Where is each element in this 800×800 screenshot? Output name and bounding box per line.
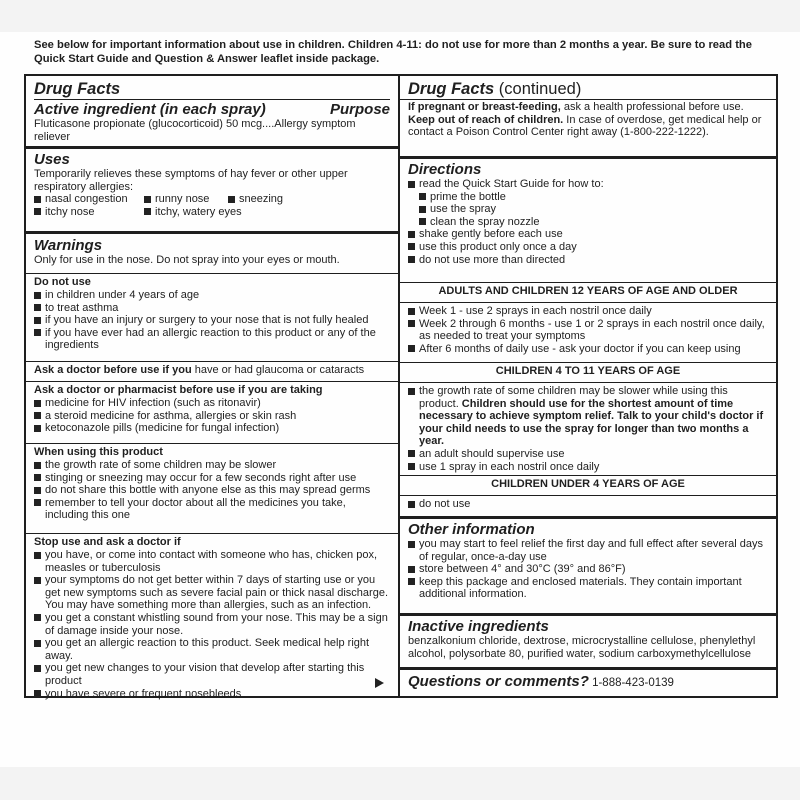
direction-item: an adult should supervise use [408, 448, 768, 461]
warning-item: medicine for HIV infection (such as ritonavir) [34, 397, 390, 410]
directions-heading: Directions [408, 161, 482, 178]
direction-item: Week 1 - use 2 sprays in each nostril once daily [408, 305, 768, 318]
children-shortest-time-text: Children should use for the shortest amount of time necessary to achieve symptom relief. Talk to your child's doctor if your child needs to use the spray for longer than two months a year. [419, 397, 764, 448]
direction-item [408, 385, 768, 448]
active-ingredient-heading: Active ingredient (in each spray) [34, 101, 266, 118]
ask-pharmacist-heading: Ask a doctor or pharmacist before use if you are taking [34, 384, 323, 396]
children-section [400, 382, 776, 475]
under4-heading: CHILDREN UNDER 4 YEARS OF AGE [491, 478, 685, 490]
adults-section [400, 302, 776, 362]
questions-phone: 1-888-423-0139 [588, 677, 674, 689]
symptom-item: runny nose [144, 193, 228, 206]
directions-section [400, 156, 776, 282]
uses-text: Temporarily relieves these symptoms of hay fever or other upper respiratory allergies: [34, 168, 348, 193]
warning-item: the growth rate of some children may be slower [34, 459, 390, 472]
inactive-ingredients-section [400, 613, 776, 667]
direction-item: After 6 months of daily use - ask your doctor if you can keep using [408, 343, 768, 356]
continued-suffix: (continued) [494, 80, 582, 98]
warning-item: if you have ever had an allergic reaction to this product or any of the ingredients [34, 327, 390, 352]
direction-item: read the Quick Start Guide for how to: [408, 178, 768, 191]
other-information-heading: Other information [408, 521, 535, 538]
drug-facts-title: Drug Facts [34, 80, 121, 98]
intro-notice: See below for important information about use in children. Children 4-11: do not use for more than 2 months a year. Be sure to read the Quick Start Guide and Question & Answer leaflet inside package. [34, 39, 752, 65]
other-item: keep this package and enclosed materials. They contain important additional information. [408, 576, 768, 601]
warning-item: remember to tell your doctor about all the medicines you take, including this one [34, 497, 390, 522]
inactive-ingredients-heading: Inactive ingredients [408, 618, 549, 635]
warning-item: if you have an injury or surgery to your nose that is not fully healed [34, 314, 390, 327]
continued-section [400, 76, 776, 156]
warning-item: a steroid medicine for asthma, allergies or skin rash [34, 410, 390, 423]
other-item: store between 4° and 30°C (39° and 86°F) [408, 563, 768, 576]
purpose-heading: Purpose [329, 101, 390, 118]
direction-item: do not use [408, 498, 768, 511]
ask-doctor-section [26, 361, 398, 381]
children-heading: CHILDREN 4 TO 11 YEARS OF AGE [495, 365, 681, 377]
warning-item: you have severe or frequent nosebleeds [34, 688, 390, 701]
do-not-use-section [26, 273, 398, 361]
direction-item: shake gently before each use [408, 228, 768, 241]
symptom-item: nasal congestion [34, 193, 144, 206]
questions-section [400, 667, 776, 696]
pregnant-bold: If pregnant or breast-feeding, [408, 101, 561, 113]
other-information-section [400, 516, 776, 613]
drug-facts-continued-title: Drug Facts [408, 80, 495, 98]
stop-use-heading: Stop use and ask a doctor if [34, 536, 181, 548]
pregnant-rest: ask a health professional before use. [560, 101, 744, 113]
active-ingredient-section [26, 76, 398, 146]
warning-item: you get a constant whistling sound from your nose. This may be a sign of damage inside your nose. [34, 612, 390, 637]
drug-facts-right-panel [400, 74, 778, 698]
warning-item: do not share this bottle with anyone else as this may spread germs [34, 484, 390, 497]
symptom-item: sneezing [228, 193, 338, 206]
direction-item: use this product only once a day [408, 241, 768, 254]
warning-item: in children under 4 years of age [34, 289, 390, 302]
symptom-item: itchy nose [34, 206, 144, 219]
questions-heading: Questions or comments? [408, 673, 589, 690]
keep-away-bold: Keep out of reach of children. [408, 113, 564, 126]
warnings-intro [26, 231, 398, 273]
active-ingredient-line: Fluticasone propionate (glucocorticoid) 50 mcg....Allergy symptom reliever [34, 118, 356, 143]
direction-subitem: clean the spray nozzle [408, 216, 768, 229]
triangle-right-icon [375, 678, 384, 688]
keep-away-rest: In case of overdose, get medical help or contact a Poison Control Center right away (1-800-222-1222). [408, 113, 762, 139]
inactive-ingredients-text: benzalkonium chloride, dextrose, microcrystalline cellulose, phenylethyl alcohol, polysorbate 80, purified water, sodium carboxymethylcellulose [408, 635, 756, 660]
direction-item: do not use more than directed [408, 254, 768, 267]
direction-subitem: prime the bottle [408, 191, 768, 204]
do-not-use-heading: Do not use [34, 276, 91, 288]
warning-item: to treat asthma [34, 302, 390, 315]
children-growth-text: the growth rate of some children may be slower while using this product. [419, 385, 728, 410]
ask-pharmacist-section [26, 381, 398, 443]
symptom-item: itchy, watery eyes [144, 206, 390, 219]
direction-item: Week 2 through 6 months - use 1 or 2 sprays in each nostril once daily, as needed to treat your symptoms [408, 318, 768, 343]
uses-heading: Uses [34, 151, 70, 168]
warning-item: you get an allergic reaction to this product. Seek medical help right away. [34, 637, 390, 662]
warning-item: your symptoms do not get better within 7 days of starting use or you get new symptoms such as severe facial pain or thick nasal discharge. You may have something more than allergies, such as an infection. [34, 574, 390, 612]
other-item: you may start to feel relief the first day and full effect after several days of regular, once-a-day use [408, 538, 768, 563]
warnings-heading: Warnings [34, 237, 103, 254]
adults-heading-row [400, 282, 776, 302]
under4-heading-row [400, 475, 776, 495]
when-using-section [26, 443, 398, 533]
when-using-heading: When using this product [34, 446, 163, 458]
stop-use-section [26, 533, 398, 700]
ask-doctor-rest: have or had glaucoma or cataracts [191, 364, 365, 376]
direction-item: use 1 spray in each nostril once daily [408, 461, 768, 474]
children-heading-row [400, 362, 776, 382]
warning-item: you get new changes to your vision that develop after starting this product [34, 662, 390, 687]
uses-section [26, 146, 398, 231]
warning-item: stinging or sneezing may occur for a few seconds right after use [34, 472, 390, 485]
direction-subitem: use the spray [408, 203, 768, 216]
ask-doctor-bold: Ask a doctor before use if you [34, 364, 192, 376]
warning-item: ketoconazole pills (medicine for fungal infection) [34, 422, 390, 435]
warnings-text: Only for use in the nose. Do not spray into your eyes or mouth. [34, 254, 340, 266]
drug-facts-left-panel [24, 74, 400, 698]
warning-item: you have, or come into contact with someone who has, chicken pox, measles or tuberculosis [34, 549, 390, 574]
adults-heading: ADULTS AND CHILDREN 12 YEARS OF AGE AND OLDER [438, 285, 738, 297]
under4-section [400, 495, 776, 516]
